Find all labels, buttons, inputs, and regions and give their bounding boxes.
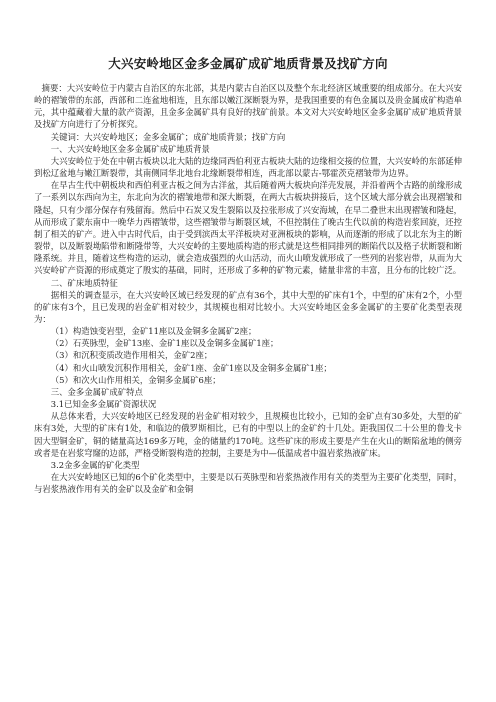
list-item: （4）和火山喷发沉积作用相关，金矿1座、金矿1座以及金铜多金属矿1座； — [50, 362, 332, 373]
document-title: 大兴安岭地区金多金属矿成矿地质背景及找矿方向 — [108, 56, 388, 71]
keywords-line: 关键词：大兴安岭地区；金多金属矿；成矿地质背景；找矿方向 — [50, 131, 286, 142]
list-item: （3）和沉积变质改造作用相关，金矿2座； — [50, 350, 213, 361]
body-paragraph: 在早古生代中朝板块和西伯利亚古板之间为古洋盆，其后随着两大板块向洋壳发展，并沿着两个古路的前缘形成了一系列以东西向为主，东北向为次的褶皱地带和深大断裂，在两大古板块拼接后，这个区域大部分就会出现褶皱和隆起，只有少部分保存有残留海。然后中石炭又发生裂陷以及拉张形成了兴安海域，在早二叠世末出现褶皱和隆起，从而形成了蒙东南中一晚华力西褶皱带，这些褶皱带与断裂区域，不但控制住了晚古生代以前的构造岩浆回旋，还控制了相关的矿产。进入中古时代后，由于受到滨西太平洋板块对亚洲板块的影响，从而逐渐的形成了以北东为主的断裂带，以及断裂坳陷带和断隆带等，大兴安岭的主要地质构造的形式就是这些相同排列的断陷代以及格子状断裂和断隆系统。并且，随着这些构造的运动，就会造成强烈的火山活动，而火山喷发就形成了一些列的岩浆岩带，从而为大兴安岭矿产资源的形成奠定了殷实的基础，同时，还形成了多种的矿物元素，储量非常的丰富，且分布的比较广泛。 — [34, 180, 462, 276]
section-heading-1: 一、大兴安岭地区金多金属矿成矿地质背景 — [50, 143, 210, 154]
document-body — [34, 82, 462, 495]
body-paragraph: 大兴安岭位于处在中朝古板块以北大陆的边缘同西伯利亚古板块大陆的边缘相交接的位置，大兴安岭的东部延伸到松辽盆地与嫩江断裂带，其南侧同华北地台北缘断裂带相连，西北部以蒙古-鄂霍茨克褶皱带为边界。 — [34, 155, 462, 179]
section-heading-3: 三、金多金属矿成矿特点 — [50, 386, 143, 397]
section-heading-2: 二、矿床地质特征 — [50, 277, 118, 288]
list-item: （1）构造蚀变岩型，金矿11座以及金铜多金属矿2座； — [50, 326, 257, 337]
list-item: （5）和次火山作用相关，金铜多金属矿6座； — [50, 374, 221, 385]
list-item: （2）石英脉型，金矿13座、金矿1座以及金铜多金属矿1座； — [50, 338, 279, 349]
body-paragraph: 在大兴安岭地区已知的6个矿化类型中，主要是以石英脉型和岩浆热液作用有关的类型为主要矿化类型，同时，与岩浆热液作用有关的金矿以及金矿和金铜 — [34, 472, 462, 495]
body-paragraph: 据相关的调查显示，在大兴安岭区域已经发现的矿点有36个，其中大型的矿床有1个，中型的矿床有2个，小型的矿床有3个，且已发现的岩金矿相对较少，其规模也相对比较小。大兴安岭地区金多金属矿的主要矿化类型表现为： — [34, 289, 462, 324]
abstract-paragraph: 摘要：大兴安岭位于内蒙古自治区的东北部，其是内蒙古自治区以及整个东北经济区域重要的组成部分。在大兴安岭的褶皱带的东部，西部和二连盆地相连，且东部以嫩江深断裂为界，是我国重要的有色金属以及贵金属成矿构造单元，其中蕴藏着大量的款产资源，且金多金属矿具有良好的找矿前景。本文对大兴安岭地区金多金属矿成矿地质背景及找矿方向进行了分析探究。 — [34, 83, 462, 130]
subsection-heading-3-2: 3.2金多金属的矿化类型 — [50, 459, 140, 470]
subsection-heading-3-1: 3.1已知金多金属矿资源状况 — [50, 399, 157, 410]
body-paragraph: 从总体来看，大兴安岭地区已经发现的岩金矿相对较少，且规模也比较小，已知的金矿点有30多处，大型的矿床有3处，大型的矿床有1处，和临边的俄罗斯相比，已有的中型以上的金矿约十几处。距我国仅二十公里的鲁戈卡因大型铜金矿，铜的储量高达169多万吨，金的储量约170吨。这些矿床的形成主要是产生在火山的断陷盆地的侧旁或者是在岩浆穹窿的边部，严格受断裂构造的控制，主要是为中—低温成者中温岩浆热液矿床。 — [34, 411, 462, 458]
